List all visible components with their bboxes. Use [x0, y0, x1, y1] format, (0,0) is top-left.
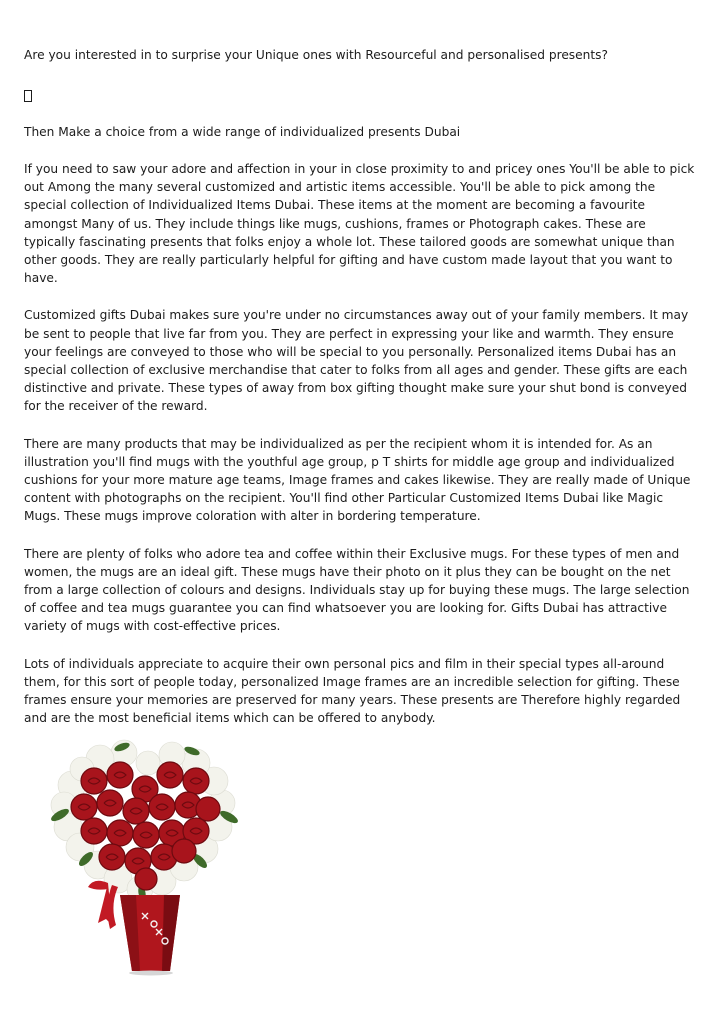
- paragraph-5: Lots of individuals appreciate to acquire their own personal pics and film in their special types all-around them, for this sort of people today, personalized Image frames are an incredible selection for gifting. These frames ensure your memories are preserved for many years. These presents are Therefore highly regarded and are the most beneficial items which can be offered to anybody.: [24, 656, 681, 726]
- paragraph-4: There are plenty of folks who adore tea and coffee within their Exclusive mugs. For these types of men and women, the mugs are an ideal gift. These mugs have their photo on it plus they can be bought on the net from a large collection of colours and designs. Individuals stay up for buying these mugs. The large selection of coffee and tea mugs guarantee you can find whatsoever you are looking for. Gifts Dubai has attractive variety of mugs with cost-effective prices.: [24, 546, 690, 634]
- rose-bouquet-icon: [24, 733, 267, 976]
- paragraph-3: There are many products that may be individualized as per the recipient whom it is intended for. As an illustration you'll find mugs with the youthful age group, p T shirts for middle age group and individualized cushions for your more mature age teams, Image frames and cakes likewise. They are really made of Unique content with photographs on the recipient. You'll find other Particular Customized Items Dubai like Magic Mugs. These mugs improve coloration with alter in bordering temperature.: [24, 436, 691, 524]
- paragraph-2: Customized gifts Dubai makes sure you're under no circumstances away out of your family members. It may be sent to people that live far from you. They are perfect in expressing your like and warmth. They ensure your feelings are conveyed to those who will be special to you personally. Personalized items Dubai has an special collection of exclusive merchandise that cater to folks from all ages and gender. These gifts are each distinctive and private. These types of away from box gifting thought make sure your shut bond is conveyed for the receiver of the reward.: [24, 308, 689, 414]
- article-body: [24, 46, 696, 727]
- paragraph-1: If you need to saw your adore and affection in your in close proximity to and pricey ones You'll be able to pick out Among the many several customized and artistic items accessible. You'll be able to pick among the special collection of Individualized Items Dubai. These items at the moment are becoming a favourite amongst Many of us. They include things like mugs, cushions, frames or Photograph cakes. These are typically fascinating presents that folks enjoy a whole lot. These tailored goods are somewhat unique than other goods. They are really particularly helpful for gifting and have custom made layout that you want to have.: [24, 162, 695, 286]
- section-heading: Then Make a choice from a wide range of individualized presents Dubai: [24, 125, 461, 139]
- intro-line: Are you interested in to surprise your Unique ones with Resourceful and personalised presents?: [24, 48, 608, 62]
- rose-bouquet-image: [24, 733, 267, 976]
- missing-glyph-icon: [24, 90, 32, 102]
